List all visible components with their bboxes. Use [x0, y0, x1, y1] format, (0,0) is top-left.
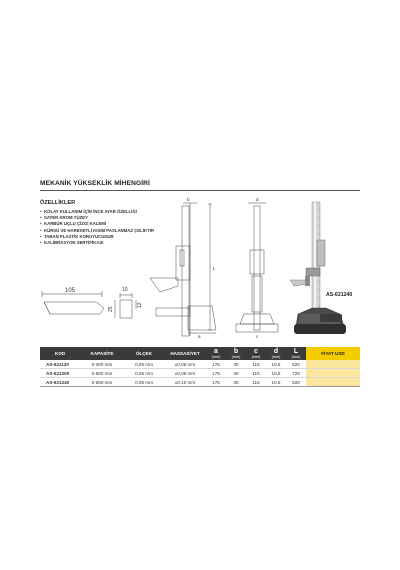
cell-d: 10,5 — [266, 360, 286, 369]
col-header-fiyat-usd: FİYAT USD — [306, 347, 360, 360]
cell-c: 115 — [246, 360, 266, 369]
cell-olcek: 0,05 mm — [124, 369, 164, 378]
table-row — [40, 378, 360, 387]
cell-d: 10,5 — [266, 378, 286, 387]
feature-item: • KALİBRASYON SERTİFİKASI — [40, 240, 154, 246]
label-L: L — [213, 266, 216, 271]
cell-hassasiyet: ±0,05 mm — [164, 360, 206, 369]
height-gauge-product-image — [290, 202, 346, 334]
cell-kod: AS-621120 — [40, 360, 80, 369]
label-b: b — [187, 197, 190, 202]
cell-kod: AS-621240 — [40, 378, 80, 387]
page-title: MEKANİK YÜKSEKLİK MİHENGİRİ — [40, 180, 150, 187]
dim-height1-label: 25 — [108, 306, 114, 312]
cell-olcek: 0,05 mm — [124, 378, 164, 387]
cell-b: 30 — [226, 369, 246, 378]
product-model-label: AS-621240 — [326, 292, 353, 298]
label-d: d — [256, 197, 259, 202]
side-view-drawing — [150, 203, 216, 336]
technical-drawing — [40, 196, 360, 342]
title-divider — [40, 190, 360, 191]
cell-kod: AS-621200 — [40, 369, 80, 378]
table-row — [40, 360, 360, 369]
col-header-L: L (mm) — [286, 347, 306, 360]
cell-kapasite: 0-300 mm — [80, 360, 124, 369]
col-header-d: d (mm) — [266, 347, 286, 360]
cell-olcek: 0,05 mm — [124, 360, 164, 369]
col-header-olcek: ÖLÇEK — [124, 347, 164, 360]
cell-hassasiyet: ±0,10 mm — [164, 378, 206, 387]
cell-b: 30 — [226, 378, 246, 387]
label-a: a — [198, 334, 201, 339]
cell-d: 10,5 — [266, 369, 286, 378]
col-header-c: c (mm) — [246, 347, 266, 360]
cell-fiyat-usd — [306, 378, 360, 387]
cell-a: 175 — [206, 360, 226, 369]
feature-item: • TABAN PLASTİK KORUYUCUDUR — [40, 234, 154, 240]
table-header-row — [40, 347, 360, 360]
cell-L: 720 — [286, 369, 306, 378]
scriber-tip-drawing — [42, 291, 136, 318]
cell-b: 30 — [226, 360, 246, 369]
dim-height2-label: 12 — [137, 302, 143, 308]
cell-L: 820 — [286, 378, 306, 387]
dim-width-label: 10 — [122, 287, 128, 293]
cell-a: 175 — [206, 369, 226, 378]
cell-a: 175 — [206, 378, 226, 387]
spec-table — [40, 347, 360, 387]
cell-fiyat-usd — [306, 369, 360, 378]
col-header-kapasite: KAPASİTE — [80, 347, 124, 360]
front-view-drawing — [236, 203, 278, 332]
feature-item: • KOLAY KULLANIM İÇİN İNCE AYAR ÖZELLİĞİ — [40, 209, 154, 215]
cell-hassasiyet: ±0,08 mm — [164, 369, 206, 378]
feature-item: • KÜRSÜ VE HAREKETLİ KISIM PASLANMAZ ÇELİKTİR — [40, 228, 154, 234]
col-header-hassasiyet: HASSASİYET — [164, 347, 206, 360]
feature-item: • SATEN KROM YÜZEY — [40, 215, 154, 221]
cell-kapasite: 0-600 mm — [80, 378, 124, 387]
cell-kapasite: 0-500 mm — [80, 369, 124, 378]
table-row — [40, 369, 360, 378]
cell-L: 520 — [286, 360, 306, 369]
cell-fiyat-usd — [306, 360, 360, 369]
col-header-a: a (mm) — [206, 347, 226, 360]
features-heading: ÖZELLİKLER — [40, 200, 76, 206]
cell-c: 115 — [246, 369, 266, 378]
cell-c: 115 — [246, 378, 266, 387]
label-c: c — [256, 334, 259, 339]
col-header-kod: KOD — [40, 347, 80, 360]
dim-length-label: 105 — [65, 288, 76, 294]
feature-item: • KARBÜR UÇLU ÇİZGİ KALEMİ — [40, 221, 154, 227]
col-header-b: b (mm) — [226, 347, 246, 360]
